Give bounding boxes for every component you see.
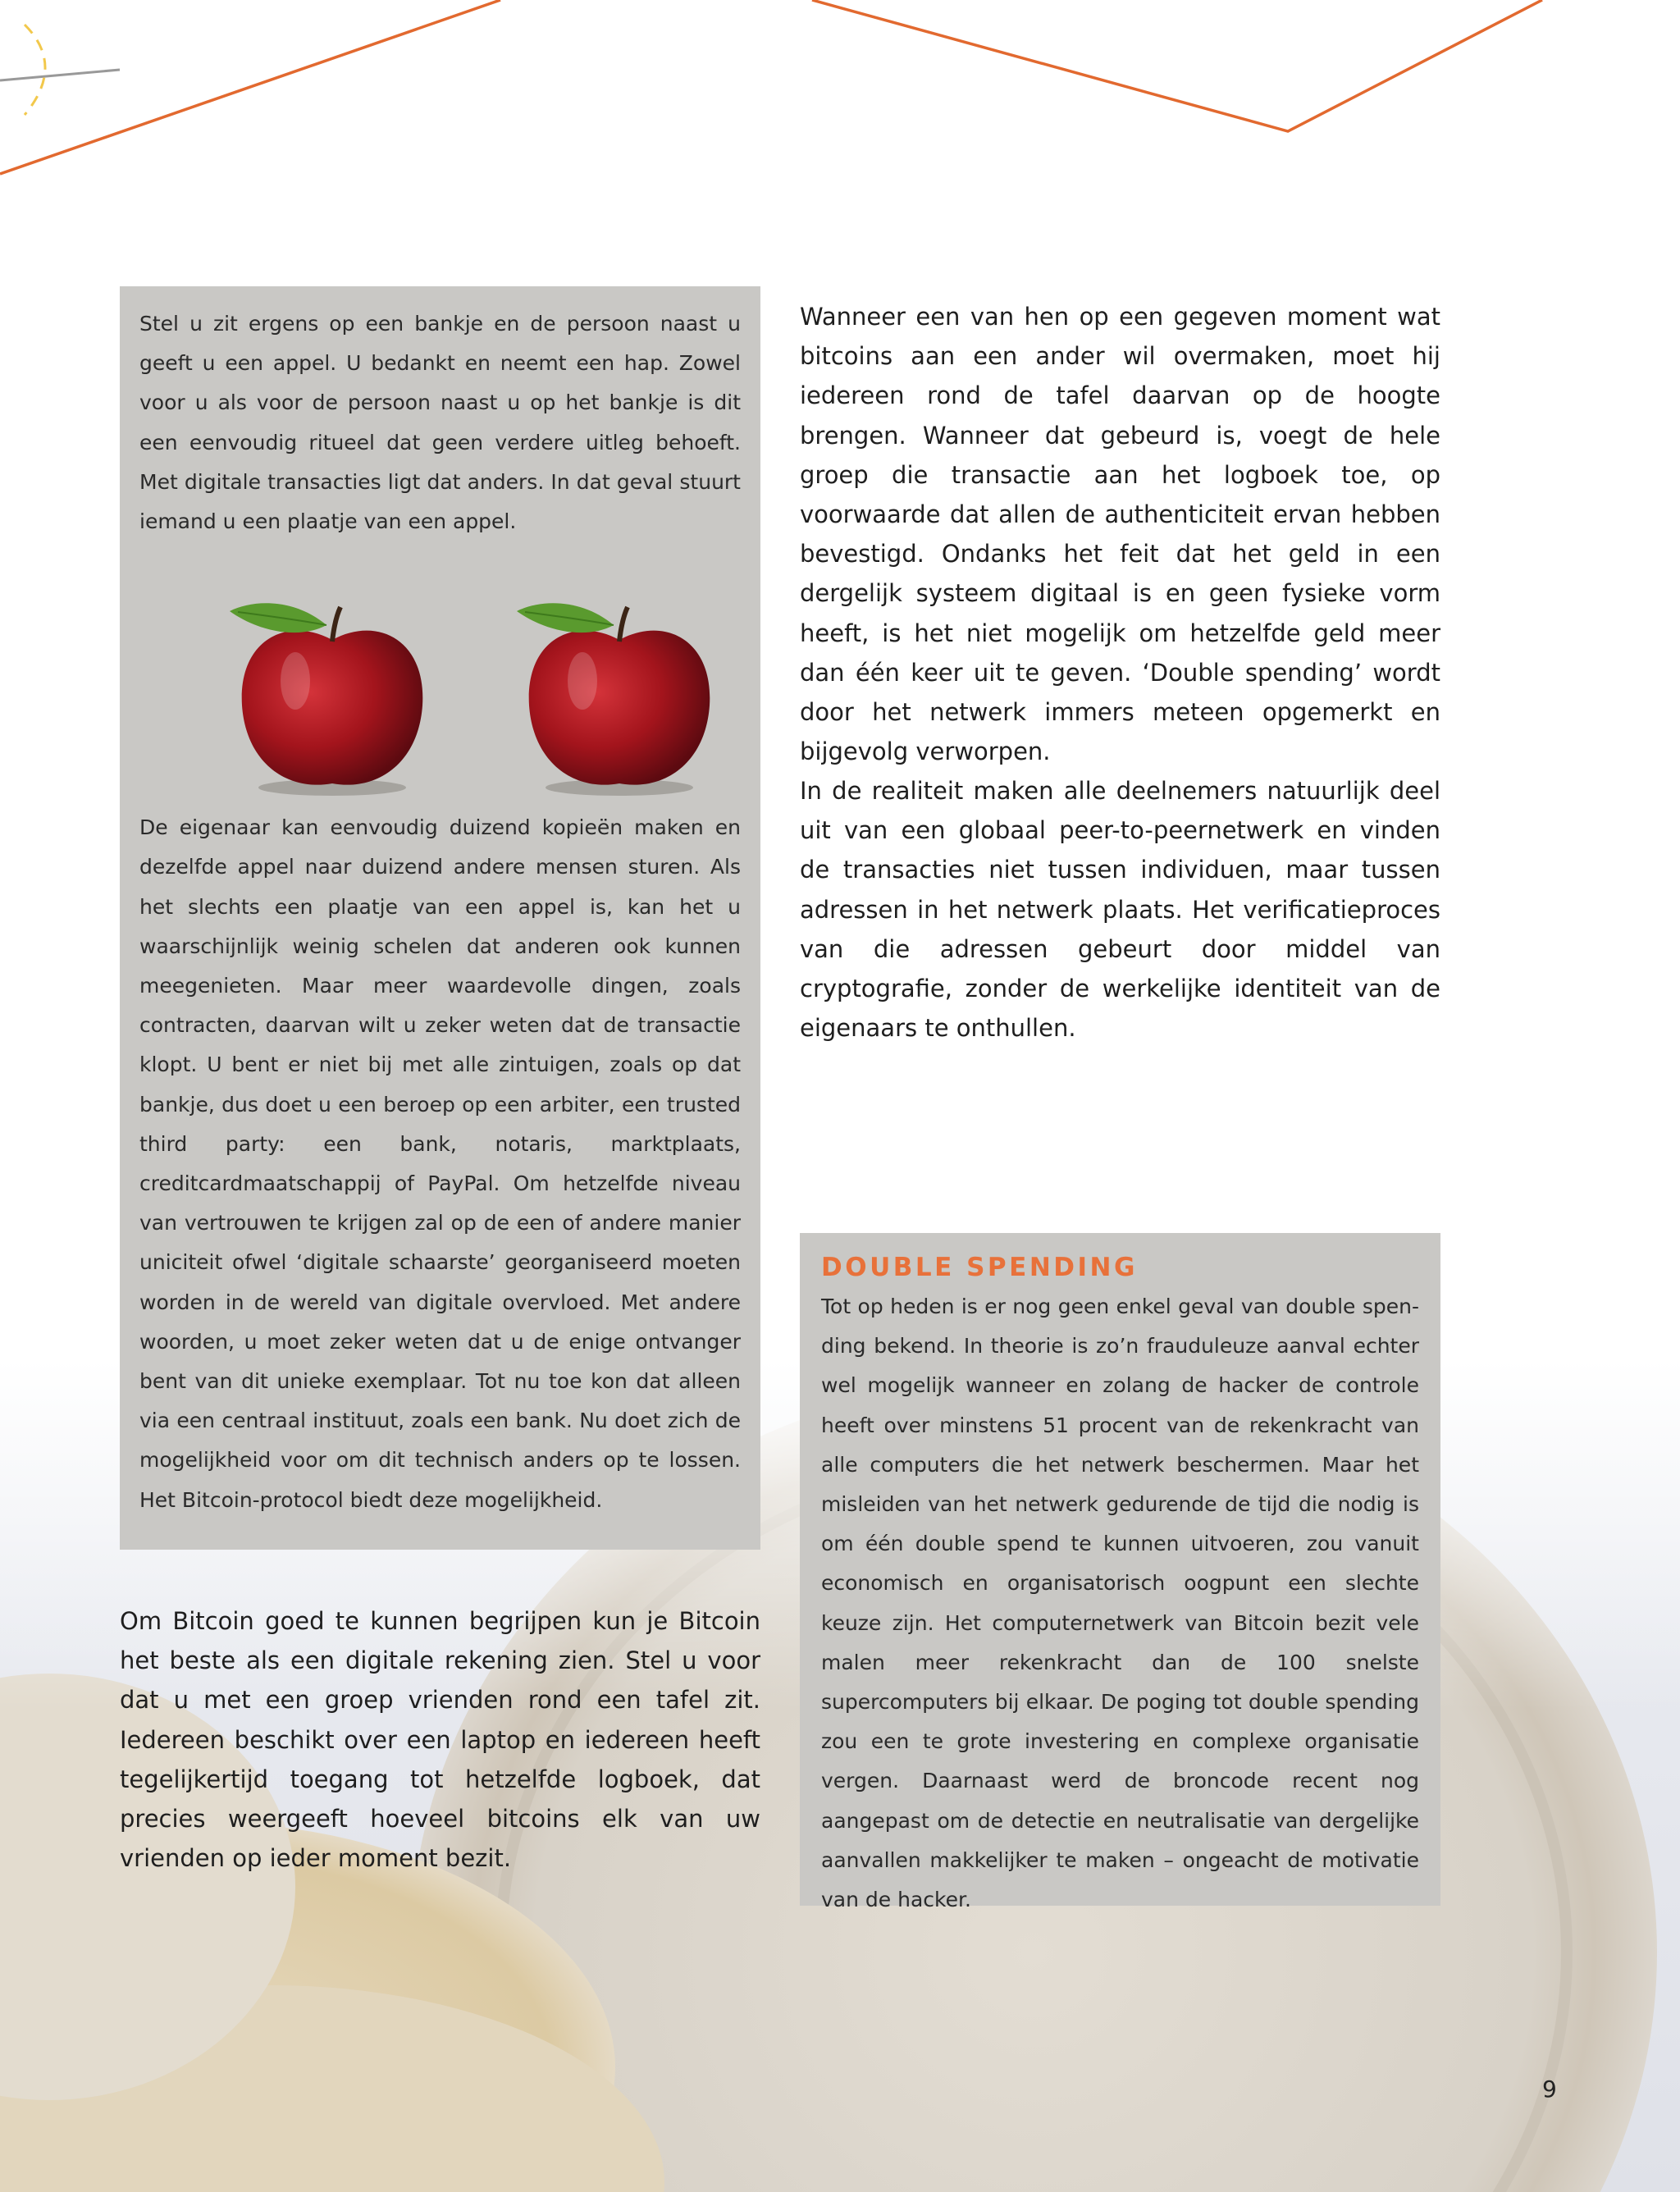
body-paragraph-digital-account: Om Bitcoin goed te kunnen begrijpen kun je Bitcoin het beste als een digitale rekening zien. Stel u voor dat u met een groep vrienden rond een tafel zit. Iedereen beschikt over een laptop en iedereen heeft tegelijkertijd toegang tot hetzelfde logboek, dat precies weergeeft hoeveel bitcoins elk van uw vrienden op ieder moment bezit. xyxy=(120,1607,760,1873)
decorative-lines xyxy=(0,0,1680,213)
aside-paragraph-double-spending: Tot op heden is er nog geen enkel geval van double spending bekend. In theorie is zo’n frauduleuze aanval echter wel mogelijk wanneer en zolang de hacker de controle heeft over minstens 51 procent van de rekenkracht van alle computers die het netwerk beschermen. Maar het misleiden van het netwerk gedurende de tijd die nodig is om één double spend te kunnen uitvoeren, zou vanuit economisch en organisatorisch oogpunt een slechte keuze zijn. Het computernetwerk van Bitcoin bezit vele malen meer rekenkracht dan de 100 snelste supercomputers bij elkaar. De poging tot double spending zou een te grote investering en complexe organisatie vergen. Daarnaast werd de broncode recent nog aangepast om de detectie en neutralisatie van dergelijke aanvallen makkelijker te maken – ongeacht de motivatie van de hacker. xyxy=(821,1295,1419,1912)
body-paragraph-transfer: Wanneer een van hen op een gegeven moment wat bitcoins aan een ander wil overmaken, moet hij iedereen rond de tafel daarvan op de hoogte brengen. Wanneer dat gebeurd is, voegt de hele groep die transactie aan het logboek toe, op voorwaarde dat allen de authenticiteit ervan hebben bevestigd. Ondanks het feit dat het geld in een dergelijk systeem digitaal is en geen fysieke vorm heeft, is het niet mogelijk om hetzelfde geld meer dan één keer uit te geven. ‘Double spending’ wordt door het netwerk immers meteen opgemerkt en bijgevolg verworpen. xyxy=(800,303,1440,766)
aside-paragraph-copies: De eigenaar kan eenvoudig duizend kopieën maken en dezelfde appel naar duizend andere mensen sturen. Als het slechts een plaatje van een appel is, kan het u waarschijnlijk weinig schelen dat anderen ook kunnen meegenieten. Maar meer waardevolle dingen, zoals contracten, daarvan wilt u zeker weten dat de transactie klopt. U bent er niet bij met alle zintuigen, zoals op dat bankje, dus doet u een beroep op een arbiter, een trusted third party: een bank, notaris, marktplaats, creditcardmaatschappij of PayPal. Om hetzelfde niveau van vertrouwen te krijgen zal op de een of andere manier uniciteit ofwel ‘digitale schaarste’ georganiseerd moeten worden in de wereld van digitale overvloed. Met andere woorden, u moet zeker weten dat u de enige ontvanger bent van dit unieke exemplaar. Tot nu toe kon dat alleen via een centraal instituut, zoals een bank. Nu doet zich de mogelijkheid voor om dit technisch anders op te lossen. Het Bitcoin-protocol biedt deze mogelijkheid. xyxy=(139,815,741,1512)
aside-paragraph-intro: Stel u zit ergens op een bankje en de persoon naast u geeft u een appel. U bedankt en neemt een hap. Zowel voor u als voor de persoon naast u op het bankje is dit een eenvoudig ritueel dat geen verdere uitleg behoeft. Met digitale transacties ligt dat anders. In dat geval stuurt iemand u een plaatje van een appel. xyxy=(139,312,741,534)
aside-heading: DOUBLE SPENDING xyxy=(821,1253,1138,1282)
apples-illustration xyxy=(139,541,741,808)
aside-box-apple-story xyxy=(120,286,760,1550)
body-paragraph-network: In de realiteit maken alle deelnemers natuurlijk deel uit van een globaal peer-to-peernetwerk en vinden de transacties niet tussen individuen, maar tussen adressen in het netwerk plaats. Het verificatieproces van die adressen gebeurt door middel van cryptografie, zonder de werkelijke identiteit van de eigenaars te onthullen. xyxy=(800,777,1440,1043)
page-number: 9 xyxy=(1542,2076,1557,2103)
apple-image xyxy=(509,582,722,804)
aside-box-double-spending xyxy=(800,1233,1440,1912)
apple-image xyxy=(221,582,435,804)
